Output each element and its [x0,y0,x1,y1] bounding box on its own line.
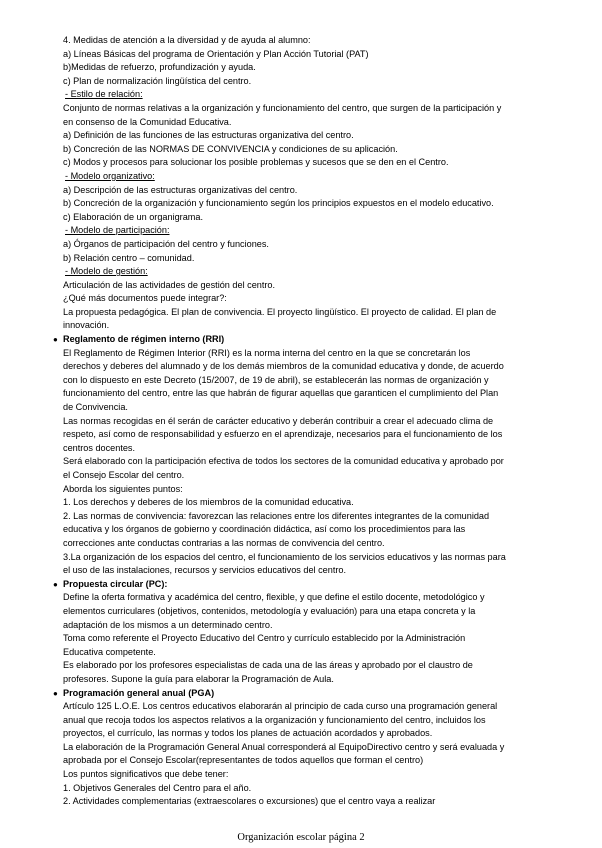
text-line: Los puntos significativos que debe tener: [63,769,229,780]
text-line: el uso de las instalaciones, recursos y servicios educativos del centro. [63,565,347,576]
text-line: Define la oferta formativa y académica del centro, flexible, y que define el estilo docente, metodológico y [63,592,485,603]
section-heading-modelo-gestion: - Modelo de gestión: [65,266,148,277]
bullet-icon: ● [53,688,58,698]
text-line: centros docentes. [63,442,136,453]
bullet-item-pc [53,578,560,592]
text-line: b) Concreción de la organización y funcionamiento según los principios expuestos en el modelo educativo. [63,198,494,209]
text-line: adaptación de los mismos a un determinado centro. [63,619,273,630]
section-title-pc: Propuesta circular (PC): [63,578,168,589]
section-heading-estilo-relacion: - Estilo de relación: [65,89,143,100]
text-line: innovación. [63,320,110,331]
text-line: el Consejo Escolar del centro. [63,470,185,480]
text-line: c) Elaboración de un organigrama. [63,211,203,222]
document-body [53,34,560,809]
text-line: derechos y deberes del alumnado y de los demás miembros de la comunidad educativa y donde, de acuerdo [63,361,504,372]
bullet-item-rri [53,333,560,347]
section-title-rri: Reglamento de régimen interno (RRI) [63,334,225,345]
section-heading-modelo-organizativo: - Modelo organizativo: [65,170,155,181]
text-line: Artículo 125 L.O.E. Los centros educativos elaborarán al principio de cada curso una programación general [63,701,498,712]
text-line: Las normas recogidas en él serán de carácter educativo y deberán contribuir a crear el adecuado clima de [63,415,494,426]
page-footer: Organización escolar página 2 [237,832,365,843]
text-line: c) Plan de normalización lingüística del centro. [63,75,252,86]
bullet-icon: ● [53,579,58,589]
text-line: a) Órganos de participación del centro y funciones. [63,238,269,249]
text-line: 4. Medidas de atención a la diversidad y de ayuda al alumno: [63,35,311,45]
text-line: b) Concreción de las NORMAS DE CONVIVENCIA y condiciones de su aplicación. [63,143,398,154]
text-line: funcionamiento del centro, entre las que habrán de figurar aquellas que garanticen el cumplimiento del Plan [63,388,499,399]
text-line: c) Modos y procesos para solucionar los posible problemas y sucesos que se den en el Centro. [63,157,449,168]
text-line: educativa y los órganos de gobierno y coordinación didáctica, así como los procedimientos para las [63,524,466,535]
text-line: Educativa competente. [63,646,156,657]
text-line: Es elaborado por los profesores especialistas de cada una de las áreas y aprobado por el claustro de [63,660,473,671]
section-title-pga: Programación general anual (PGA) [63,687,215,698]
text-line: b) Relación centro – comunidad. [63,252,195,263]
text-line: 1. Los derechos y deberes de los miembros de la comunidad educativa. [63,497,354,508]
text-line: a) Descripción de las estructuras organizativas del centro. [63,184,298,195]
text-line: 3.La organización de los espacios del centro, el funcionamiento de los servicios educativos y las normas para [63,551,506,562]
text-line: proyectos, el currículo, las normas y todos los planes de actuación acordados y aprobados. [63,728,433,739]
text-line: Será elaborado con la participación efectiva de todos los sectores de la comunidad educativa y aprobado por [63,456,504,467]
text-line: b)Medidas de refuerzo, profundización y ayuda. [63,62,256,73]
text-line: elementos curriculares (objetivos, contenidos, metodología y evaluación) para una etapa concreta y la [63,605,476,616]
text-line: Conjunto de normas relativas a la organización y funcionamiento del centro, que surgen de la participación y [63,102,502,113]
text-line: profesores. Supone la guía para elaborar la Programación de Aula. [63,673,334,684]
text-line: Articulación de las actividades de gestión del centro. [63,279,276,290]
text-line: Toma como referente el Proyecto Educativo del Centro y currículo establecido por la Administración [63,633,466,644]
text-line: Aborda los siguientes puntos: [63,483,183,494]
text-line: 1. Objetivos Generales del Centro para el año. [63,782,252,793]
text-line: a) Líneas Básicas del programa de Orientación y Plan Acción Tutorial (PAT) [63,48,369,59]
text-line: El Reglamento de Régimen Interior (RRI) es la norma interna del centro en la que se concretarán los [63,347,471,358]
section-heading-modelo-participacion: - Modelo de participación: [65,225,170,236]
bullet-icon: ● [53,335,58,345]
text-line: de Convivencia. [63,402,128,413]
text-line: correcciones ante conductas contrarias a las normas de convivencia del centro. [63,537,385,548]
text-line: con lo dispuesto en este Decreto (15/2007, de 19 de abril), se establecerán las normas de organización y [63,374,489,385]
bullet-item-pga [53,687,560,701]
text-line: ¿Qué más documentos puede integrar?: [63,293,227,304]
text-line: a) Definición de las funciones de las estructuras organizativa del centro. [63,130,354,141]
text-line: anual que recoja todos los aspectos relativos a la organización y funcionamiento del centro, incluidos los [63,714,486,725]
text-line: 2. Actividades complementarias (extraescolares o excursiones) que el centro vaya a realizar [63,796,436,807]
text-line: respeto, así como de responsabilidad y esfuerzo en el aprendizaje, necesarios para el funcionamiento de los [63,429,503,440]
text-line: La propuesta pedagógica. El plan de convivencia. El proyecto lingüístico. El proyecto de calidad. El plan de [63,306,497,317]
text-line: en consenso de la Comunidad Educativa. [63,116,232,127]
text-line: La elaboración de la Programación General Anual corresponderá al EquipoDirectivo centro y será evaluada y [63,741,505,752]
text-line: aprobada por el Consejo Escolar(representantes de todos aquellos que forman el centro) [63,755,424,766]
text-line: 2. Las normas de convivencia: favorezcan las relaciones entre los diferentes integrantes de la comunidad [63,510,490,521]
